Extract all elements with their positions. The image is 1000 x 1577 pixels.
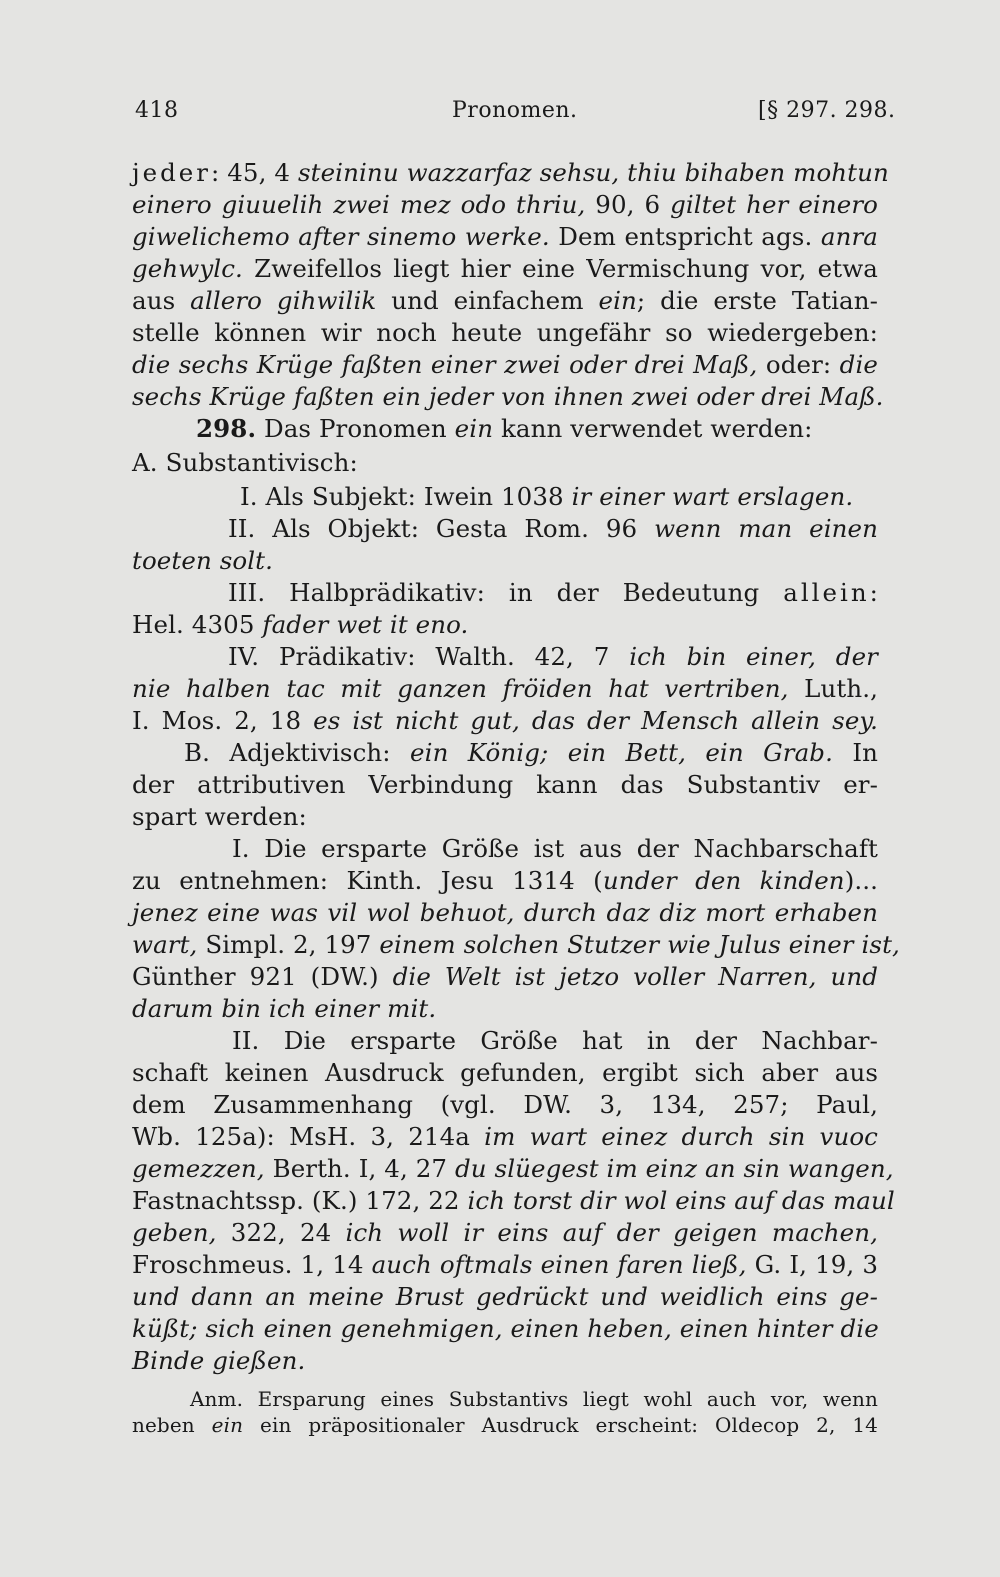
text-segment: und einfachem	[376, 286, 599, 315]
text-line	[132, 610, 878, 640]
text-line	[132, 1250, 878, 1280]
text-line	[132, 1186, 895, 1216]
italic-text: giltet her einero	[670, 190, 878, 219]
text-segment: Simpl. 2, 197	[197, 930, 380, 959]
text-segment: Anm. Ersparung eines Substantivs liegt wohl auch vor, wenn	[190, 1387, 878, 1411]
italic-text: es ist nicht gut, das der Mensch allein sey.	[313, 706, 878, 735]
text-line	[132, 190, 878, 220]
text-segment: In	[832, 738, 879, 767]
italic-text: und dann an meine Brust gedrückt und weidlich eins ge-	[132, 1282, 878, 1311]
text-line	[132, 382, 884, 412]
text-line	[132, 254, 878, 284]
italic-text: steininu wazzarfaz sehsu, thiu bihaben mohtun	[297, 158, 889, 187]
italic-text: jenez eine was vil wol behuot, durch daz diz mort erhaben	[132, 898, 878, 927]
text-segment: III. Halbprädikativ: in der Bedeutung	[228, 578, 784, 607]
italic-text: die	[839, 350, 878, 379]
text-line	[232, 834, 878, 864]
text-segment: I. Als Subjekt: Iwein 1038	[240, 482, 572, 511]
italic-text: sechs Krüge faßten ein jeder von ihnen zwei oder drei Maß.	[132, 382, 884, 411]
italic-text: die sechs Krüge faßten einer zwei oder drei Maß,	[132, 350, 758, 379]
italic-text: ich bin einer, der	[629, 642, 878, 671]
text-line	[132, 448, 878, 478]
text-line	[132, 1154, 894, 1184]
text-segment: dem Zusammenhang (vgl. DW. 3, 134, 257; Paul,	[132, 1090, 878, 1119]
text-line	[228, 642, 878, 672]
italic-text: ein	[454, 414, 494, 443]
section-number: 298.	[196, 414, 257, 443]
text-line	[132, 1090, 878, 1120]
italic-text: nie halben tac mit ganzen fröiden hat vertriben,	[132, 674, 789, 703]
italic-text: einem solchen Stutzer wie Julus einer ist,	[379, 930, 900, 959]
text-line	[228, 578, 878, 608]
text-segment: aus	[132, 286, 191, 315]
text-line	[132, 802, 878, 832]
text-segment: allein	[783, 578, 870, 607]
text-segment: zu entnehmen: Kinth. Jesu 1314 (	[132, 866, 603, 895]
text-segment: oder:	[757, 350, 840, 379]
text-segment: kann verwendet werden:	[493, 414, 813, 443]
italic-text: giwelichemo after sinemo werke.	[132, 222, 550, 251]
italic-text: ich torst dir wol eins auf das maul	[467, 1186, 895, 1215]
text-segment: Zweifellos liegt hier eine Vermischung vor, etwa	[242, 254, 878, 283]
text-segment: 90, 6	[585, 190, 671, 219]
italic-text: auch oftmals einen faren ließ,	[371, 1250, 747, 1279]
text-segment: stelle können wir noch heute ungefähr so wiedergeben:	[132, 318, 878, 347]
text-segment: ein präpositionaler Ausdruck erscheint: Oldecop 2, 14	[243, 1413, 879, 1437]
text-segment: B. Adjektivisch:	[184, 738, 411, 767]
text-line	[132, 1314, 878, 1344]
text-segment: neben	[132, 1413, 212, 1437]
italic-text: Binde gießen.	[132, 1346, 306, 1375]
italic-text: darum bin ich einer mit.	[132, 994, 437, 1023]
italic-text: fader wet it eno.	[262, 610, 469, 639]
section-reference: [§ 297. 298.	[758, 98, 896, 123]
text-line	[132, 222, 878, 252]
text-line	[132, 674, 878, 704]
text-segment: ; die erste Tatian-	[636, 286, 879, 315]
text-segment: 322, 24	[216, 1218, 346, 1247]
text-segment: Günther 921 (DW.)	[132, 962, 393, 991]
italic-text: ich woll ir eins auf der geigen machen,	[345, 1218, 878, 1247]
text-segment: jeder	[132, 158, 211, 187]
text-line	[132, 158, 889, 188]
italic-text: toeten solt.	[132, 546, 273, 575]
text-segment: I. Mos. 2, 18	[132, 706, 314, 735]
running-title: Pronomen.	[452, 98, 578, 123]
text-line	[132, 350, 878, 380]
text-line	[132, 706, 878, 736]
text-segment: spart werden:	[132, 802, 307, 831]
text-line	[132, 770, 878, 800]
text-line	[132, 1122, 878, 1152]
text-segment: )...	[844, 866, 879, 895]
italic-text: gehwylc.	[132, 254, 243, 283]
italic-text: im wart einez durch sin vuoc	[484, 1122, 878, 1151]
italic-text: wart,	[132, 930, 198, 959]
italic-text: ein	[598, 286, 637, 315]
italic-text: gemezzen,	[132, 1154, 265, 1183]
text-segment: I. Die ersparte Größe ist aus der Nachbarschaft	[232, 834, 878, 863]
text-segment: schaft keinen Ausdruck gefunden, ergibt sich aber aus	[132, 1058, 878, 1087]
text-line	[184, 738, 878, 768]
italic-text: wenn man einen	[654, 514, 879, 543]
text-line	[132, 1410, 878, 1440]
page-number: 418	[135, 98, 179, 123]
text-segment: Berth. I, 4, 27	[264, 1154, 455, 1183]
text-line	[228, 514, 878, 544]
text-segment: II. Die ersparte Größe hat in der Nachbar-	[232, 1026, 878, 1055]
italic-text: under den kinden	[602, 866, 845, 895]
italic-text: anra	[820, 222, 878, 251]
text-line	[132, 866, 878, 896]
italic-text: ein König; ein Bett, ein Grab.	[410, 738, 833, 767]
italic-text: geben,	[132, 1218, 217, 1247]
text-segment: : 45, 4	[211, 158, 298, 187]
text-line	[132, 286, 878, 316]
italic-text: die Welt ist jetzo voller Narren, und	[392, 962, 878, 991]
text-line	[132, 994, 878, 1024]
text-segment: IV. Prädikativ: Walth. 42, 7	[228, 642, 630, 671]
text-segment: Dem entspricht ags.	[549, 222, 821, 251]
text-line	[132, 546, 878, 576]
text-line	[132, 1058, 878, 1088]
text-segment: Luth.,	[788, 674, 878, 703]
text-segment: Fastnachtssp. (K.) 172, 22	[132, 1186, 468, 1215]
italic-text: küßt; sich einen genehmigen, einen heben, einen hinter die	[132, 1314, 879, 1343]
text-segment: Froschmeus. 1, 14	[132, 1250, 372, 1279]
italic-text: einero giuuelih zwei mez odo thriu,	[132, 190, 586, 219]
text-line	[132, 1218, 878, 1248]
text-segment: Wb. 125a): MsH. 3, 214a	[132, 1122, 485, 1151]
text-line	[132, 930, 900, 960]
text-segment: II. Als Objekt: Gesta Rom. 96	[228, 514, 655, 543]
text-segment: Das Pronomen	[256, 414, 455, 443]
text-segment: G. I, 19, 3	[746, 1250, 879, 1279]
italic-text: ir einer wart erslagen.	[571, 482, 854, 511]
text-line	[132, 318, 878, 348]
text-segment: :	[869, 578, 878, 607]
text-segment: der attributiven Verbindung kann das Substantiv er-	[132, 770, 878, 799]
text-line	[132, 898, 878, 928]
text-line	[132, 1346, 878, 1376]
text-line	[240, 482, 878, 512]
text-segment: Hel. 4305	[132, 610, 263, 639]
text-line	[196, 414, 878, 444]
italic-text: ein	[211, 1413, 244, 1437]
text-line	[132, 1282, 878, 1312]
text-line	[132, 962, 878, 992]
text-segment: A. Substantivisch:	[132, 448, 358, 477]
italic-text: allero gihwilik	[190, 286, 377, 315]
text-line	[232, 1026, 878, 1056]
italic-text: du slüegest im einz an sin wangen,	[455, 1154, 894, 1183]
